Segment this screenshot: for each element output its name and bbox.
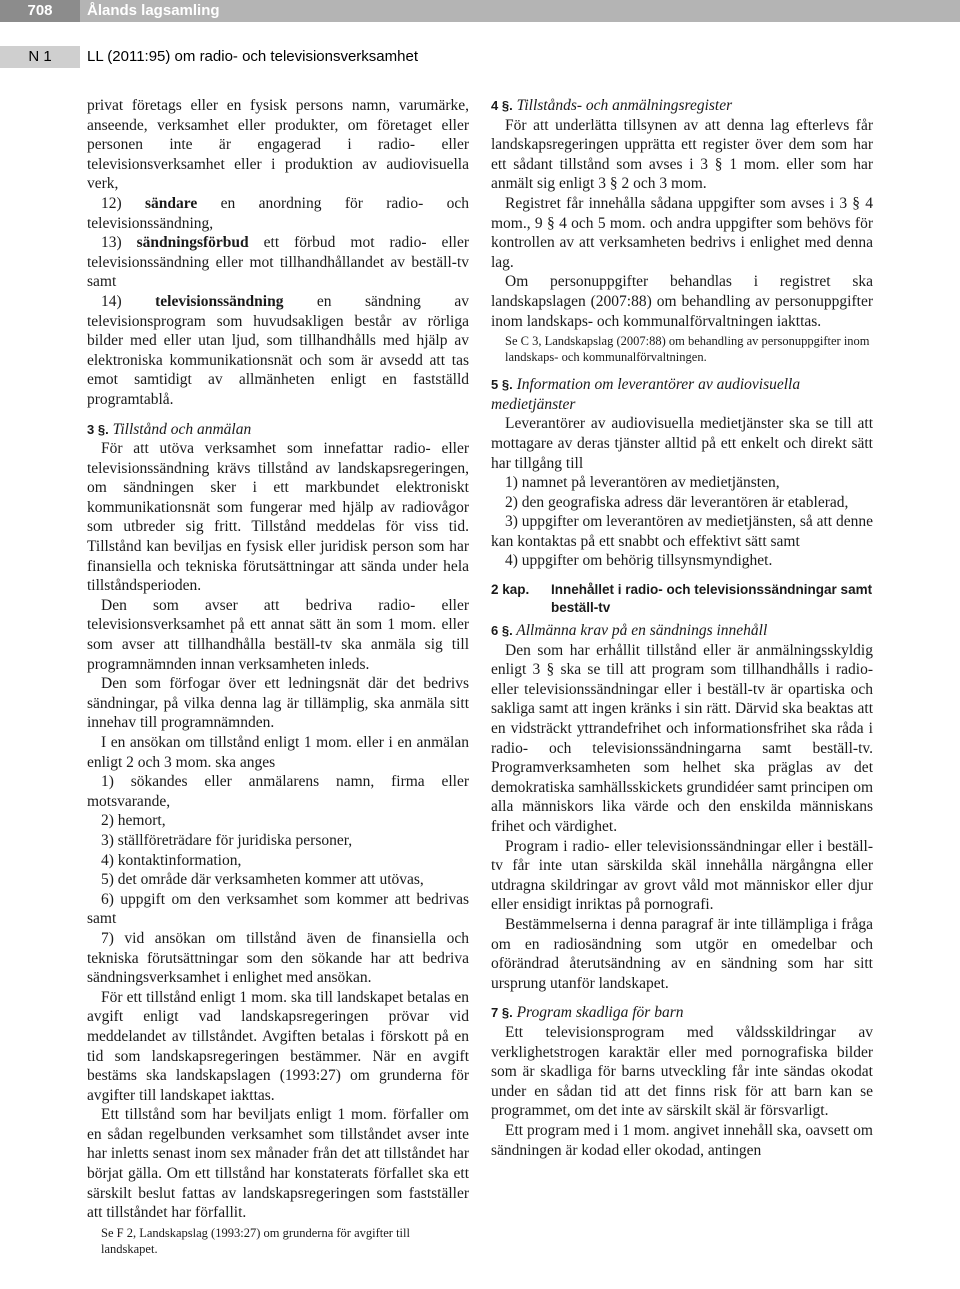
list-item: 2) den geografiska adress där leverantören är etablerad, <box>505 493 849 511</box>
paragraph: Registret får innehålla sådana uppgifter som avses i 3 § 4 mom., 9 § 4 och 5 mom. och andra uppgifter som behövs för kontrollen av att verksamheten bedrivs i enlighet med denna lag. <box>491 194 873 271</box>
chapter-heading <box>491 581 873 617</box>
paragraph: För att underlätta tillsynen av att denna lag efterlevs får landskapsregeringen upprätta ett register över dem som har ett sådant tillstånd som avses i 3 § 1 mom. eller som har anmält sig enligt 3 § 2 och 3 mom. <box>491 116 873 193</box>
section-number: 3 §. <box>87 421 109 437</box>
definition-number: 13) <box>101 234 137 252</box>
section-title: Tillstånds- och anmälningsregister <box>512 97 733 114</box>
definition-text: en sändning av televisionsprogram som huvudsakligen består av rörliga bilder med eller utan ljud, som tillhandhålls med hjälp av elektroniska kommunikationsnät och som är avsedd att tas emot samtidigt av allmänheten enligt en fastställd programtablå. <box>87 292 469 408</box>
paragraph: Ett program med i 1 mom. angivet innehåll ska, oavsett om sändningen är kodad eller okodad, antingen <box>491 1121 873 1159</box>
paragraph: Den som avser att bedriva radio- eller televisionsverksamhet på ett annat sätt än som 1 mom. eller som avser att tillhandhålla beställ-tv ska anmäla sig till programnämnden innan verksamheten inleds. <box>87 596 469 673</box>
running-header <box>0 0 960 22</box>
list-item: 3) uppgifter om leverantören av medietjänsten, så att denne kan kontaktas på ett snabbt och effektivt sätt samt <box>491 513 873 550</box>
paragraph: Ett televisionsprogram med våldsskildringar av verklighetstrogen karaktär eller med pornografiska bilder som är skadliga för barns utveckling får inte sändas okodat under en sådan tid att det finns risk för att barn kan se programmet, om det inte av särskilt skäl är försvarligt. <box>491 1023 873 1120</box>
left-column <box>87 96 469 1257</box>
definition-term: sändningsförbud <box>136 234 249 252</box>
chapter-title: Innehållet i radio- och televisionssändningar samt beställ-tv <box>551 582 873 616</box>
paragraph: Program i radio- eller televisionssändningar eller i beställ-tv får inte utan särskilda skäl innehålla närgångna eller utdragna skildringar av grovt våld mot människor eller djur eller ensidigt inriktas på pornografi. <box>491 837 873 914</box>
section-title: Allmänna krav på en sändnings innehåll <box>512 622 768 640</box>
definition-number: 12) <box>101 194 146 212</box>
definition-text: en anordning för radio- och televisionssändning, <box>87 194 469 232</box>
right-column <box>491 96 873 1160</box>
section-heading-4 <box>491 96 873 116</box>
paragraph: För ett tillstånd enligt 1 mom. ska till landskapet betalas en avgift enligt vad landskapsregeringen prövar vid meddelandet av tillståndet. Avgiften betalas i förskott på en tid som landskapsregeringen bestämmer. När en avgift bestäms ska landskapslagen (1993:27) om grunderna för avgifter till landskapet iakttas. <box>87 988 469 1104</box>
section-code: N 1 <box>0 46 80 68</box>
reference-note: Se C 3, Landskapslag (2007:88) om behandling av personuppgifter inom landskaps- och kommunalförvaltningen. <box>505 334 870 365</box>
collection-title: Ålands lagsamling <box>87 2 220 19</box>
section-number: 5 §. <box>491 377 513 393</box>
paragraph: privat företags eller en fysisk persons namn, varumärke, anseende, verksamhet eller produkter, om företaget eller personen inte är engagerad i radio- eller televisionsverksamhet eller i produktion av audiovisuella verk, <box>87 97 469 193</box>
section-number: 7 §. <box>491 1005 513 1021</box>
paragraph: Den som förfogar över ett ledningsnät där det bedrivs sändningar, på vilka denna lag är tillämplig, ska anmäla sitt innehav till programnämnden. <box>87 675 469 732</box>
definition-12 <box>87 194 469 233</box>
definition-term: sändare <box>145 194 198 212</box>
definition-text: ett förbud mot radio- eller televisionssändning eller mot tillhandhållandet av beställ-tv samt <box>87 234 469 291</box>
list-item: 4) uppgifter om behörig tillsynsmyndighet. <box>505 552 773 570</box>
list-item: 1) namnet på leverantören av medietjänsten, <box>505 474 780 492</box>
section-title: Information om leverantörer av audiovisuella medietjänster <box>491 376 801 413</box>
reference-note: Se F 2, Landskapslag (1993:27) om grunderna för avgifter till landskapet. <box>101 1225 410 1256</box>
page-number: 708 <box>0 0 80 22</box>
paragraph: Den som har erhållit tillstånd eller är anmälningsskyldig enligt 3 § ska se till att program som tillhandhålls i radio- eller televisionssändningar eller i beställ-tv är opartiska och sakliga samt att ingen kränks i sin rätt. Därvid ska beaktas att en vidsträckt yttrandefrihet och informationsfrihet ska råda i radio- och televisionssändningarna samt beställ-tv. Programverksamheten som helhet ska präglas av det demokratiska samhällsskickets grundidéer samt principen om alla människors lika värde och den enskilda människans frihet och värdighet. <box>491 641 873 835</box>
section-heading-3 <box>87 420 469 440</box>
list-item: 6) uppgift om den verksamhet som kommer att bedrivas samt <box>87 890 469 928</box>
section-number: 6 §. <box>491 623 513 639</box>
definition-13 <box>87 233 469 292</box>
definition-number: 14) <box>101 292 156 310</box>
paragraph: I en ansökan om tillstånd enligt 1 mom. eller i en anmälan enligt 2 och 3 mom. ska anges <box>87 734 469 771</box>
paragraph: Om personuppgifter behandlas i registret ska landskapslagen (2007:88) om behandling av personuppgifter inom landskaps- och kommunalförvaltningen iakttas. <box>491 273 873 330</box>
definition-term: televisionssändning <box>155 292 284 310</box>
definition-14 <box>87 292 469 410</box>
list-item: 2) hemort, <box>101 812 166 830</box>
section-title: Program skadliga för barn <box>512 1004 684 1022</box>
paragraph: Ett tillstånd som har beviljats enligt 1 mom. förfaller om en sådan regelbunden verksamhet som tillståndet avser inte har inletts senast inom sex månader från det att tillståndet har börjat gälla. Om ett tillstånd har konstaterats förfallet ska ett särskilt beslut fattas av landskapsregeringen som fastställer att tillståndet har förfallit. <box>87 1106 469 1222</box>
list-item: 1) sökandes eller anmälarens namn, firma eller motsvarande, <box>87 773 469 810</box>
chapter-number: 2 kap. <box>491 582 530 598</box>
law-title: LL (2011:95) om radio- och televisionsverksamhet <box>87 48 418 65</box>
law-header <box>0 46 960 68</box>
section-title: Tillstånd och anmälan <box>108 420 252 438</box>
section-heading-7 <box>491 1003 873 1023</box>
list-item: 3) ställföreträdare för juridiska personer, <box>101 831 353 849</box>
paragraph: Bestämmelserna i denna paragraf är inte tillämpliga i fråga om en radiosändning som utgör en omedelbar och oförändrad återutsändning av en sändning som har sitt ursprung utanför landskapet. <box>491 915 873 992</box>
section-heading-5 <box>491 375 873 414</box>
list-item: 4) kontaktinformation, <box>101 851 242 869</box>
paragraph: Leverantörer av audiovisuella medietjänster ska se till att mottagare av deras tjänster alltid på ett enkelt och direkt sätt har tillgång till <box>491 415 873 472</box>
section-number: 4 §. <box>491 98 513 113</box>
list-item: 7) vid ansökan om tillstånd även de finansiella och tekniska förutsättningar som den sökande har att bedriva sändningsverksamhet i enlighet med ansökan. <box>87 929 469 987</box>
list-item: 5) det område där verksamheten kommer att utövas, <box>101 871 424 889</box>
section-heading-6 <box>491 621 873 641</box>
paragraph: För att utöva verksamhet som innefattar radio- eller televisionssändning krävs tillstånd av landskapsregeringen, om sändningen sker i ett markbundet elektroniskt kommunikationsnät som fungerar med hjälp av radiovågor som utbreder sig fritt. Tillstånd meddelas för viss tid. Tillstånd kan beviljas en fysisk eller juridisk person som har finansiella och tekniska förutsättningar att sända under hela tillståndsperioden. <box>87 440 469 595</box>
